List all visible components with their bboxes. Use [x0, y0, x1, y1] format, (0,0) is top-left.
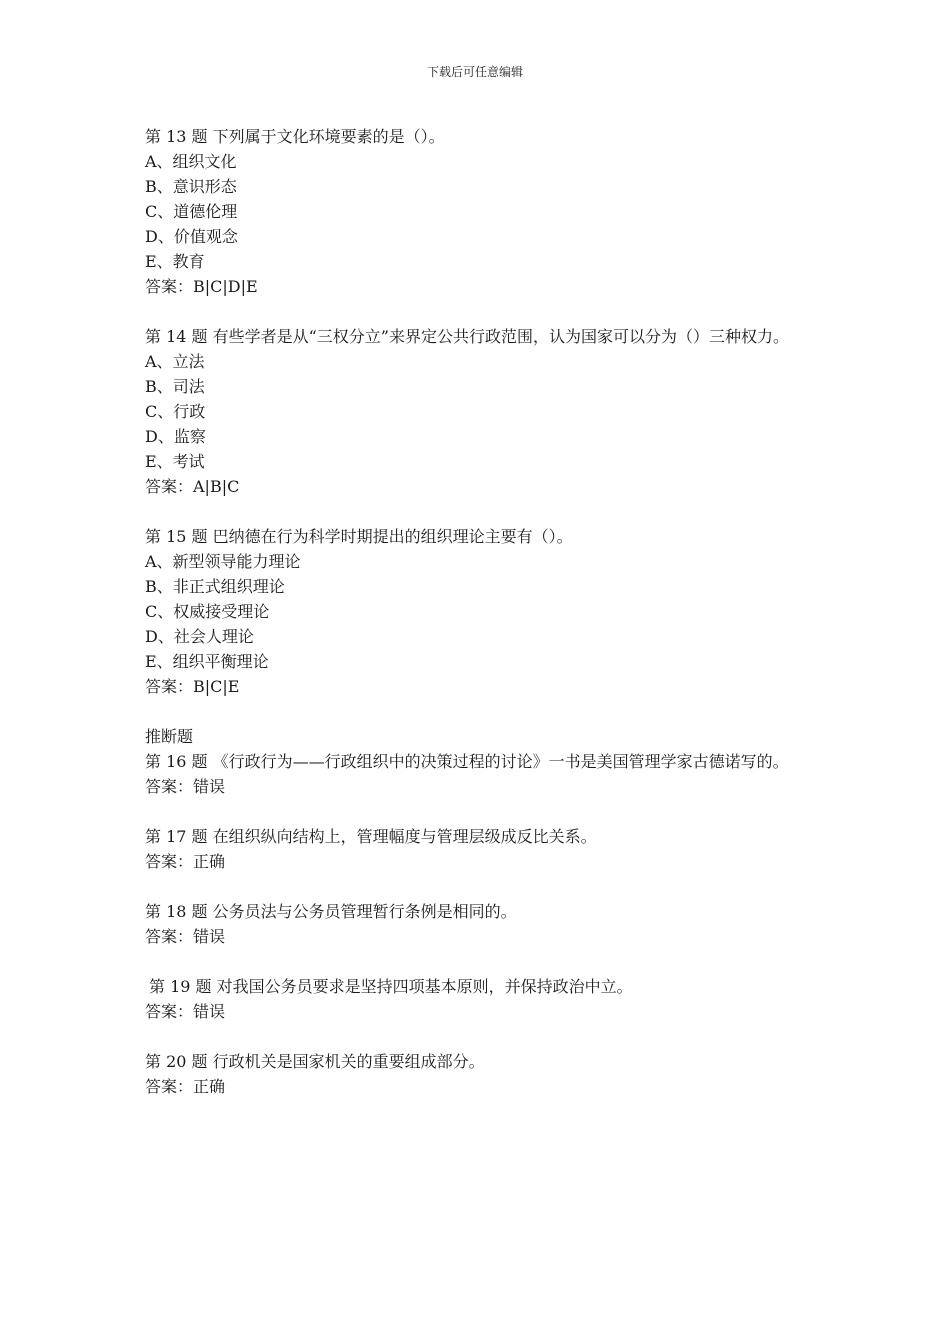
- answer: 答案：正确: [145, 852, 226, 871]
- spacer: [145, 299, 815, 324]
- question-stem: 第 15 题 巴纳德在行为科学时期提出的组织理论主要有（）。: [145, 527, 573, 546]
- question-18: [145, 899, 815, 949]
- option-d: D、社会人理论: [145, 627, 254, 646]
- spacer: [145, 699, 815, 724]
- spacer: [145, 499, 815, 524]
- option-e: E、组织平衡理论: [145, 652, 269, 671]
- question-stem: 第 18 题 公务员法与公务员管理暂行条例是相同的。: [145, 902, 517, 921]
- option-b: B、非正式组织理论: [145, 577, 285, 596]
- question-15: [145, 524, 815, 699]
- option-d: D、价值观念: [145, 227, 238, 246]
- question-13: [145, 124, 815, 299]
- question-stem: 第 20 题 行政机关是国家机关的重要组成部分。: [145, 1052, 485, 1071]
- question-16: [145, 749, 815, 799]
- option-a: A、新型领导能力理论: [145, 552, 301, 571]
- answer: 答案：B|C|D|E: [145, 277, 258, 296]
- question-17: [145, 824, 815, 874]
- option-e: E、教育: [145, 252, 205, 271]
- option-d: D、监察: [145, 427, 206, 446]
- answer: 答案：错误: [145, 777, 226, 796]
- spacer: [145, 799, 815, 824]
- question-stem: 第 13 题 下列属于文化环境要素的是（）。: [145, 127, 445, 146]
- option-a: A、立法: [145, 352, 205, 371]
- option-b: B、司法: [145, 377, 205, 396]
- answer: 答案：正确: [145, 1077, 226, 1096]
- option-c: C、权威接受理论: [145, 602, 270, 621]
- question-20: [145, 1049, 815, 1099]
- question-14: [145, 324, 815, 499]
- option-c: C、行政: [145, 402, 206, 421]
- document-body: [145, 124, 815, 1099]
- question-19: [145, 974, 815, 1024]
- answer: 答案：B|C|E: [145, 677, 240, 696]
- option-e: E、考试: [145, 452, 205, 471]
- section-title: 推断题: [145, 727, 194, 746]
- question-stem: 第 17 题 在组织纵向结构上，管理幅度与管理层级成反比关系。: [145, 827, 597, 846]
- answer: 答案：A|B|C: [145, 477, 240, 496]
- page-header: 下载后可任意编辑: [426, 65, 523, 79]
- spacer: [145, 949, 815, 974]
- question-stem: 第 16 题 《行政行为——行政组织中的决策过程的讨论》一书是美国管理学家古德诺写的。: [145, 752, 789, 771]
- question-stem: 第 19 题 对我国公务员要求是坚持四项基本原则，并保持政治中立。: [149, 977, 633, 996]
- spacer: [145, 874, 815, 899]
- spacer: [145, 1024, 815, 1049]
- question-stem: 第 14 题 有些学者是从“三权分立”来界定公共行政范围，认为国家可以分为（）三种权力。: [145, 327, 789, 346]
- option-b: B、意识形态: [145, 177, 237, 196]
- answer: 答案：错误: [145, 1002, 226, 1021]
- answer: 答案：错误: [145, 927, 226, 946]
- option-c: C、道德伦理: [145, 202, 238, 221]
- option-a: A、组织文化: [145, 152, 237, 171]
